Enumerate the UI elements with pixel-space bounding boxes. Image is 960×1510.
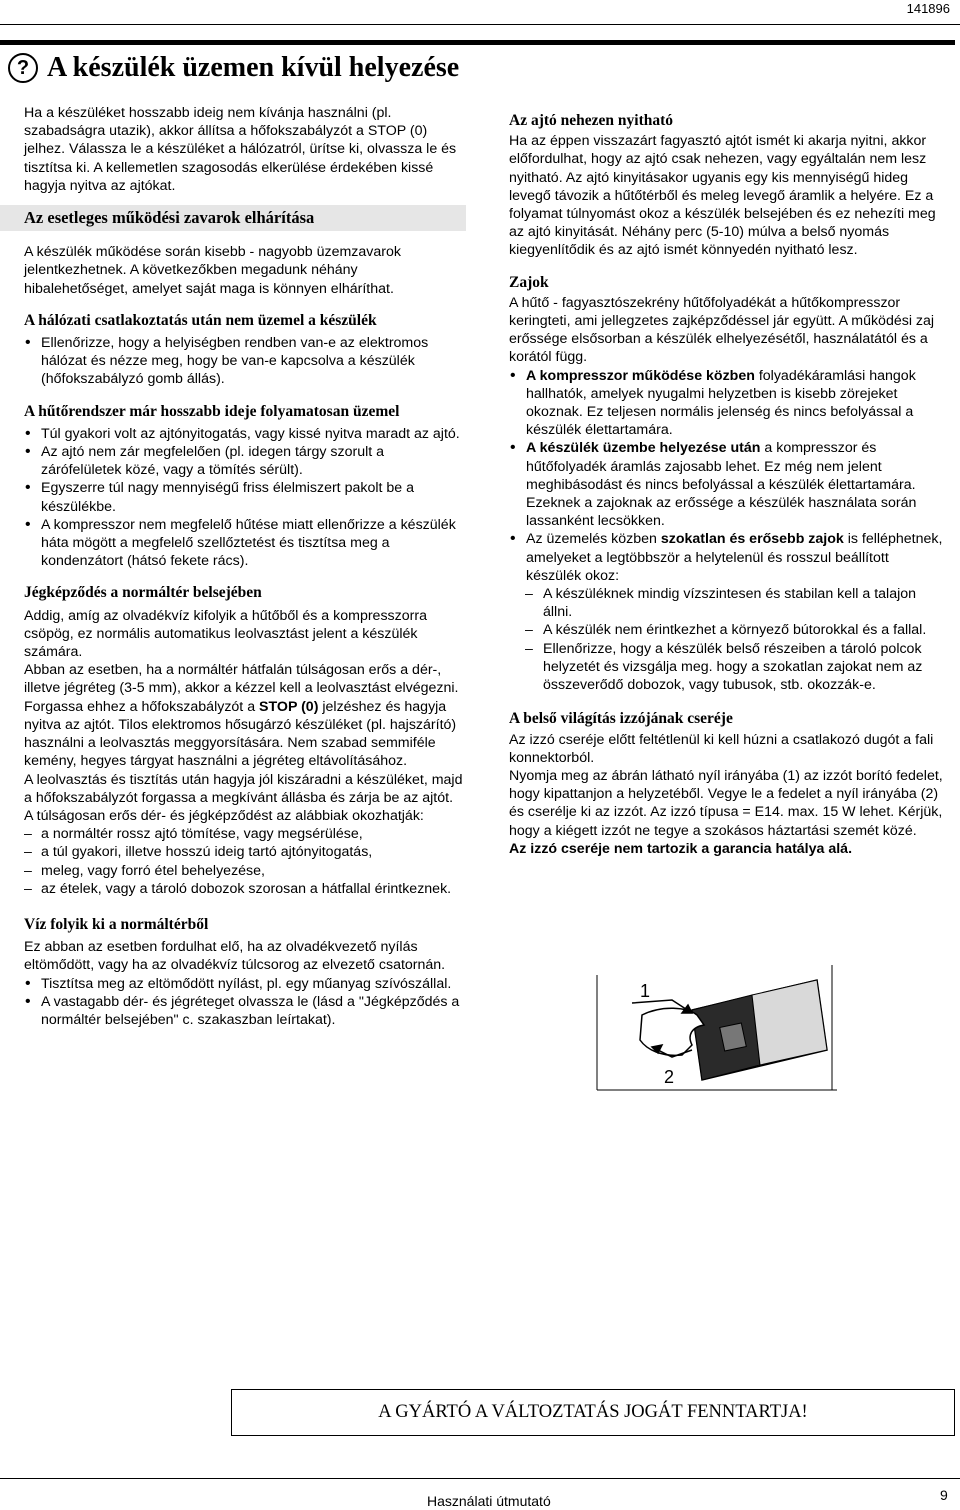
list-item xyxy=(509,439,945,530)
page-number: 9 xyxy=(940,1487,948,1503)
door-heading: Az ajtó nehezen nyitható xyxy=(509,112,674,129)
lamp-replacement-illustration xyxy=(592,955,842,1093)
stop-label: STOP (0) xyxy=(259,698,319,715)
ice-paragraph-4: A leolvasztás és tisztítás után hagyja jól kiszáradni a készüléket, majd a hőfokszabályzót forgassa a megkívánt állásba és zárja be az ajtót. xyxy=(24,771,463,806)
ice-paragraph-5: A túlságosan erős dér- és jégképződést az alábbiak okozhatják: xyxy=(24,807,424,824)
footer-rule xyxy=(0,1478,960,1479)
longrun-heading: A hűtőrendszer már hosszabb ideje folyamatosan üzemel xyxy=(24,402,400,420)
list-item: – meleg, vagy forró étel behelyezése, xyxy=(24,862,464,880)
water-paragraph: Ez abban az esetben fordulhat elő, ha az olvadékvezető nyílás eltömődött, vagy ha az olvadékvíz túlcsorog az elvezető csatornán. xyxy=(24,939,446,974)
ice-heading: Jégképződés a normáltér belsejében xyxy=(24,584,262,602)
right-column xyxy=(509,104,945,858)
ice-paragraph-1: Addig, amíg az olvadékvíz kifolyik a hűtőből és a kompresszorra csöpög, ez normális automatikus leolvasztást jelent a készülék számára. xyxy=(24,607,427,661)
title-row xyxy=(8,52,459,84)
noise-b1-rest: folyadékáramlási hangok hallhatók, amelyek nyugalmi helyzetben is kisebb zörejeket okoznak. Ez teljesen normális jelenség és nincs befolyással a készülék élettartamára. xyxy=(526,367,916,439)
noise-b3-bold: szokatlan és erősebb zajok xyxy=(660,531,844,548)
door-paragraph: Ha az éppen visszazárt fagyasztó ajtót ismét ki akarja nyitni, akkor előfordulhat, hogy az ajtó csak nehezen, vagy egyáltalán nem lesz nyitható. Az ajtó kinyitásakor ugyanis egy kis mennyiségű hideg levegő távozik a hűtőtérből és meleg levegő áramlik a helyére. Ez a folyamat túlnyomást okoz a készülék belsejében és ez nehezíti meg az ajtó kinyitását. Néhány perc (5-10) múlva a belső nyomás kiegyenlítődik és az ajtó ismét könnyedén nyitható lesz. xyxy=(509,133,936,259)
network-list xyxy=(24,334,464,389)
list-item: • A vastagabb dér- és jégréteget olvassza le (lásd a "Jégképződés a normáltér belsejében" c. szakaszban leírtakat). xyxy=(24,993,464,1029)
left-column xyxy=(24,104,464,1029)
list-item: – A készüléknek mindig vízszintesen és stabilan kell a talajon állni. xyxy=(509,585,945,621)
ice-p3-a: Forgassa ehhez a hőfokszabályzót a xyxy=(24,698,260,715)
ice-p3-c: jelzéshez és hagyja nyitva az ajtót. Tilos elektromos hősugárzó készüléket (pl. hajszárító) használni a leolvasztás meggyorsítására. Nem szabad semmiféle kemény, hegyes tárgyat használni a jégréteg eltávolításához. xyxy=(24,698,457,770)
list-item: – A készülék nem érintkezhet a környező bútorokkal és a fallal. xyxy=(509,621,945,639)
intro-paragraph xyxy=(24,104,464,195)
lamp-housing xyxy=(692,980,827,1080)
ice-cause-list xyxy=(24,825,464,898)
troubleshoot-intro: A készülék működése során kisebb - nagyobb üzemzavarok jelentkezhetnek. A következőkben megadunk néhány hibalehetőséget, amelyet saját maga is könnyen elháríthat. xyxy=(24,244,401,297)
question-circle-icon: ? xyxy=(8,53,38,83)
list-item: • Ellenőrizze, hogy a helyiségben rendben van-e az elektromos hálózat és nézze meg, hogy be van-e kapcsolva a készülék (hőfokszabályzó gomb állás). xyxy=(24,334,464,389)
noise-paragraph: A hűtő - fagyasztószekrény hűtőfolyadékát a hűtőkompresszor keringteti, ami jellegzetes zajképződéssel jár együtt. A működési zaj erőssége elsősorban a készülék elhelyezésétől, használatától és a korától függ. xyxy=(509,294,935,366)
lamp-paragraph-3 xyxy=(509,840,945,858)
list-item: – Ellenőrizze, hogy a készülék belső részeiben a tároló polcok helyzetét és vizsgálja meg. hogy a szokatlan zajokat nem az összeverődő dobozok, vagy tubusok, stb. okozzák-e. xyxy=(509,640,945,695)
ice-paragraph-3 xyxy=(24,698,464,771)
water-list xyxy=(24,975,464,1030)
noise-list xyxy=(509,367,945,585)
lamp-paragraph-1: Az izzó cseréje előtt feltétlenül ki kell húzni a csatlakozó dugót a fali konnektorból. xyxy=(509,731,934,766)
noise-b2-bold: A készülék üzembe helyezése után xyxy=(526,440,761,457)
title-rule xyxy=(0,40,955,45)
figure-label-2: 2 xyxy=(664,1067,675,1087)
noise-b1-bold: A kompresszor működése közben xyxy=(526,367,755,384)
lamp-heading: A belső világítás izzójának cseréje xyxy=(509,710,733,728)
list-item: – a túl gyakori, illetve hosszú ideig tartó ajtónyitogatás, xyxy=(24,843,464,861)
list-item: – a normáltér rossz ajtó tömítése, vagy megsérülése, xyxy=(24,825,464,843)
noise-b2-rest: a kompresszor és hűtőfolyadék áramlás zajosabb lehet. Ez még nem jelent meghibásodást és nincs befolyással a készülék élettartamára. Ezeknek a zajoknak az erőssége a készülék használata során lassanként lecsökken. xyxy=(526,440,917,530)
document-number: 141896 xyxy=(906,1,950,16)
list-item: • Túl gyakori volt az ajtónyitogatás, vagy kissé nyitva maradt az ajtó. xyxy=(24,425,464,443)
list-item: • Az ajtó nem zár megfelelően (pl. idegen tárgy szorult a zárófelületek közé, vagy a tömítés sérült). xyxy=(24,443,464,479)
noise-b3-a: Az üzemelés közben xyxy=(526,531,661,548)
noise-b3-c: is felléphetnek, amelyeket a legtöbbször a helytelenül és rosszul beállított készülék okoz: xyxy=(526,531,943,584)
lamp-paragraph-2: Nyomja meg az ábrán látható nyíl irányába (1) az izzót borító fedelet, hogy kipattanjon a helyzetéből. Vegye le a fedelet a nyíl irányába (2) és cserélje ki az izzót. Az izzó típusa = E14. max. 15 W lehet. Kérjük, hogy a kiégett izzót ne tegye a szokásos háztartási szemét közé. xyxy=(509,767,943,839)
figure-label-1: 1 xyxy=(640,981,651,1001)
intro-text: Ha a készüléket hosszabb ideig nem kívánja használni (pl. szabadságra utazik), akkor állítsa a hőfokszabályzót a STOP (0) jelhez. Válassza le a készüléket a hálózatról, ürítse ki, olvassza le és tisztítsa ki. A kellemetlen szagosodás elkerülése érdekében kissé hagyja nyitva az ajtókat. xyxy=(24,105,457,194)
list-item: • Egyszerre túl nagy mennyiségű friss élelmiszert pakolt be a készülékbe. xyxy=(24,479,464,515)
footer-title: Használati útmutató xyxy=(427,1493,551,1509)
noise-sub-list xyxy=(509,585,945,694)
network-heading: A hálózati csatlakoztatás után nem üzemel a készülék xyxy=(24,311,377,329)
manufacturer-notice: A GYÁRTÓ A VÁLTOZTATÁS JOGÁT FENNTARTJA! xyxy=(231,1389,955,1436)
page-title: A készülék üzemen kívül helyezése xyxy=(47,52,460,83)
list-item: • A kompresszor nem megfelelő hűtése miatt ellenőrizze a készülék háta mögött a megfelelő szellőztetést és tisztítsa meg a kondenzátort (hátsó fekete rács). xyxy=(24,516,464,571)
list-item: – az ételek, vagy a tároló dobozok szorosan a hátfallal érintkeznek. xyxy=(24,880,464,898)
water-heading: Víz folyik ki a normáltérből xyxy=(24,915,209,933)
top-rule xyxy=(0,24,960,25)
longrun-list xyxy=(24,425,464,571)
list-item xyxy=(509,530,945,585)
list-item xyxy=(509,367,945,440)
list-item: • Tisztítsa meg az eltömődött nyílást, pl. egy műanyag szívószállal. xyxy=(24,975,464,993)
noise-heading: Zajok xyxy=(509,273,549,291)
lamp-warranty-note: Az izzó cseréje nem tartozik a garancia hatálya alá. xyxy=(509,840,853,857)
troubleshoot-heading: Az esetleges működési zavarok elhárítása xyxy=(0,205,466,231)
ice-paragraph-2: Abban az esetben, ha a normáltér hátfalán túlságosan erős a dér-, illetve jégréteg (3-5 mm), akkor a kézzel kell a leolvasztást elvégezni. xyxy=(24,662,459,697)
